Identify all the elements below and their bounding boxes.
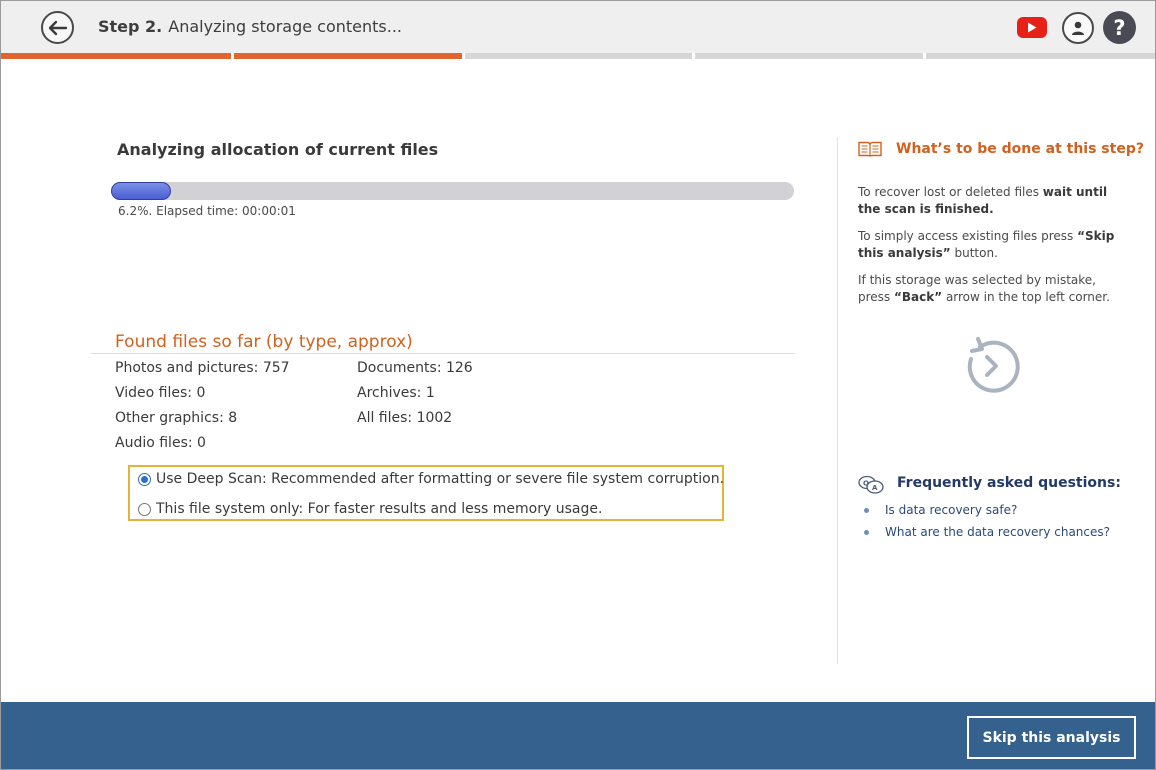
- stat-archives: Archives: 1: [357, 385, 435, 401]
- step-title: [98, 17, 402, 36]
- step-separator: [692, 53, 695, 59]
- svg-text:A: A: [872, 484, 878, 492]
- step-separator: [923, 53, 926, 59]
- help-p1-text: To recover lost or deleted files: [858, 185, 1043, 199]
- deep-scan-radio[interactable]: [138, 473, 151, 486]
- restore-icon: [963, 337, 1021, 395]
- help-p1-bold: wait until the scan is finished.: [858, 185, 1108, 216]
- step-separator: [231, 53, 234, 59]
- deep-scan-option[interactable]: [138, 471, 724, 487]
- help-paragraph-3: [858, 272, 1123, 306]
- back-button[interactable]: [41, 11, 74, 44]
- step-label: Step 2.: [98, 17, 163, 36]
- help-icon: ?: [1113, 15, 1126, 40]
- help-p3-bold: “Back”: [894, 290, 943, 304]
- fs-only-label: This file system only: For faster results and less memory usage.: [156, 501, 603, 517]
- panel-divider: [837, 137, 838, 664]
- svg-text:Q: Q: [863, 479, 869, 488]
- steps-progress: [1, 53, 1155, 59]
- user-button[interactable]: [1062, 12, 1094, 44]
- step-title-text: Analyzing storage contents...: [168, 17, 403, 36]
- book-icon: [858, 141, 882, 157]
- progress-status-text: 6.2%. Elapsed time: 00:00:01: [118, 204, 296, 218]
- faq-heading: Frequently asked questions:: [897, 475, 1121, 491]
- help-p3-text: If this storage was selected by mistake, press: [858, 273, 1096, 304]
- stat-other-graphics: Other graphics: 8: [115, 410, 238, 426]
- analysis-progress-bar: [111, 182, 794, 200]
- header-bar: [1, 1, 1155, 53]
- youtube-icon[interactable]: [1017, 17, 1047, 38]
- analysis-progress-fill: [111, 182, 171, 200]
- faq-link-safety-label[interactable]: Is data recovery safe?: [885, 503, 1018, 517]
- analysis-title: Analyzing allocation of current files: [117, 140, 439, 159]
- help-paragraph-1: [858, 184, 1123, 218]
- faq-link-chances-label[interactable]: What are the data recovery chances?: [885, 525, 1111, 539]
- fs-only-radio[interactable]: [138, 503, 151, 516]
- stat-documents: Documents: 126: [357, 360, 473, 376]
- help-paragraph-2: [858, 228, 1123, 262]
- fs-only-option[interactable]: [138, 501, 602, 517]
- faq-icon: [858, 475, 884, 495]
- faq-link-safety[interactable]: [864, 503, 1017, 517]
- stat-photos: Photos and pictures: 757: [115, 360, 290, 376]
- faq-link-chances[interactable]: [864, 525, 1110, 539]
- play-icon: [1027, 22, 1037, 33]
- bullet: [864, 530, 869, 535]
- help-heading: What’s to be done at this step?: [896, 141, 1144, 157]
- help-p2-tail: button.: [950, 246, 998, 260]
- deep-scan-label: Use Deep Scan: Recommended after formatting or severe file system corruption.: [156, 471, 725, 487]
- footer-bar: [1, 702, 1155, 769]
- user-icon: [1070, 20, 1086, 36]
- help-button[interactable]: [1103, 11, 1136, 44]
- help-p2-text: To simply access existing files press: [858, 229, 1078, 243]
- bullet: [864, 508, 869, 513]
- help-p3-tail: arrow in the top left corner.: [942, 290, 1110, 304]
- stat-audio: Audio files: 0: [115, 435, 206, 451]
- stat-all-files: All files: 1002: [357, 410, 453, 426]
- back-arrow-icon: [48, 20, 68, 36]
- found-files-divider: [91, 353, 795, 354]
- stat-video: Video files: 0: [115, 385, 206, 401]
- found-files-title: Found files so far (by type, approx): [115, 332, 413, 352]
- help-p2-bold: “Skip this analysis”: [858, 229, 1115, 260]
- skip-analysis-button[interactable]: Skip this analysis: [967, 716, 1136, 759]
- scan-options-group: [128, 465, 724, 521]
- step-separator: [462, 53, 465, 59]
